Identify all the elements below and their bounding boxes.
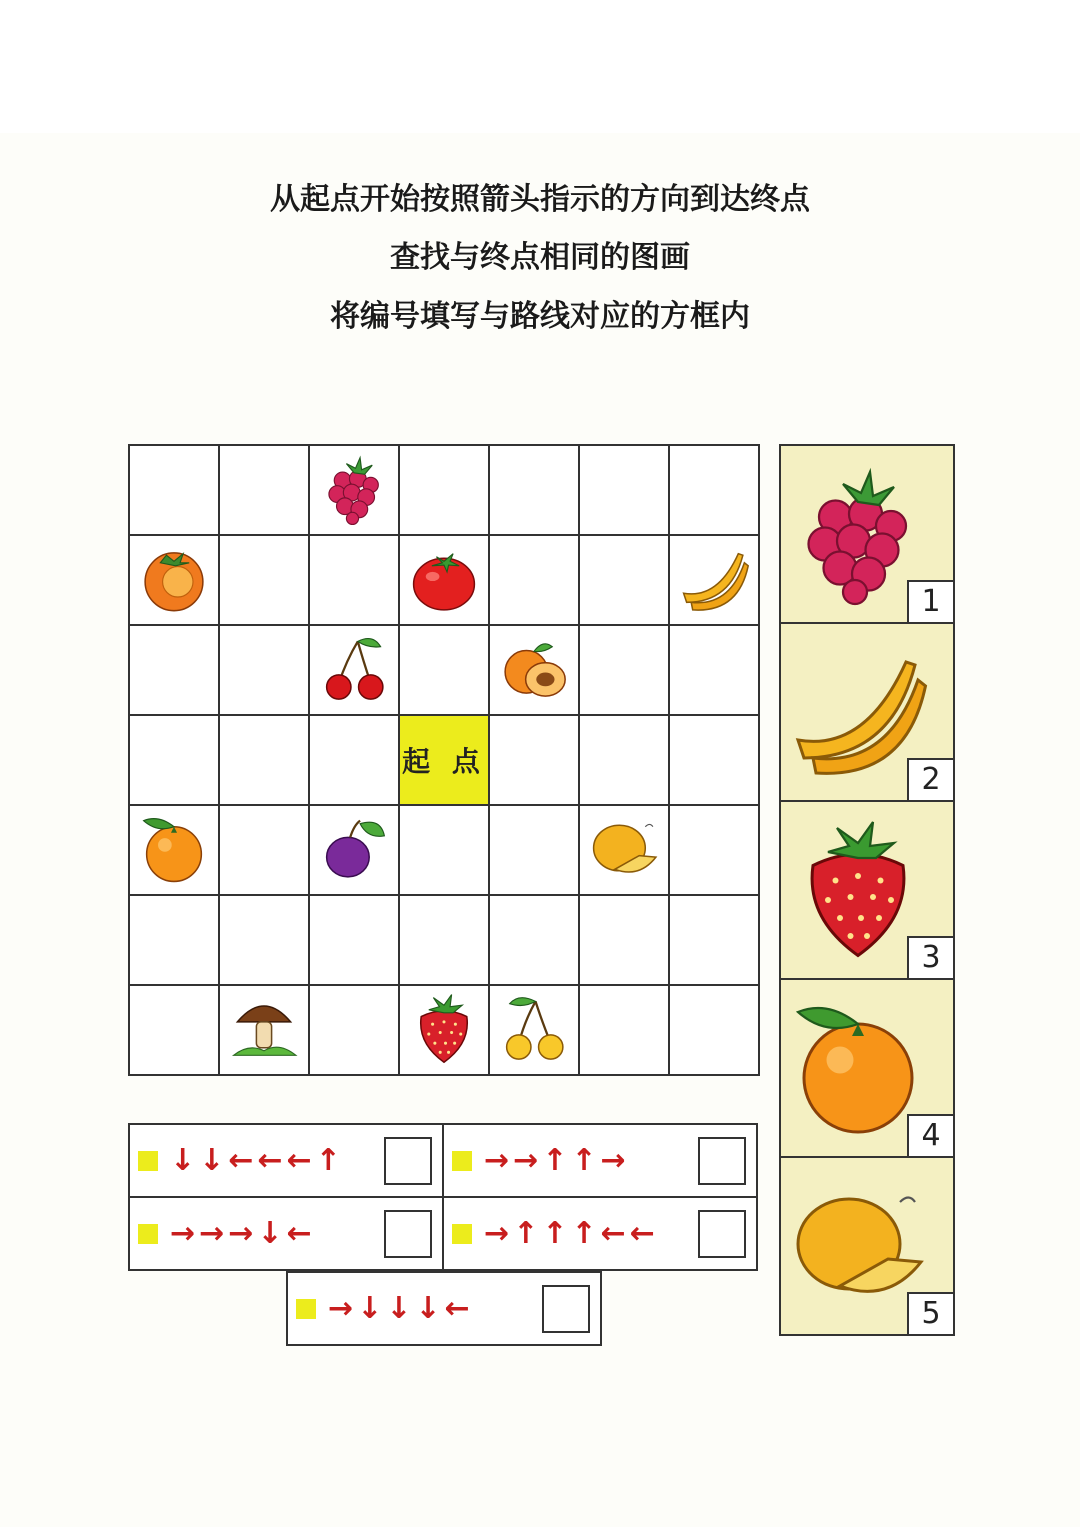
option-number: 5 xyxy=(907,1292,953,1334)
start-cell xyxy=(400,716,490,806)
route-row-2 xyxy=(442,1123,758,1198)
answer-box[interactable] xyxy=(542,1285,590,1333)
grid-cell xyxy=(490,536,580,626)
grid-cell xyxy=(580,716,670,806)
route-row-4 xyxy=(442,1196,758,1271)
grid-cell xyxy=(490,896,580,986)
route-row-5 xyxy=(286,1271,602,1346)
route-row-3 xyxy=(128,1196,444,1271)
grid-cell xyxy=(130,806,220,896)
grid-cell xyxy=(220,446,310,536)
grid-cell xyxy=(400,536,490,626)
route-arrows: →→↑↑→ xyxy=(484,1143,630,1178)
grid-cell xyxy=(670,806,760,896)
option-number: 2 xyxy=(907,758,953,800)
route-arrows: →→→↓← xyxy=(170,1216,316,1251)
grid-cell xyxy=(220,986,310,1076)
grid-cell xyxy=(220,716,310,806)
route-arrows: →↑↑↑←← xyxy=(484,1216,659,1251)
grid-cell xyxy=(310,536,400,626)
mushroom-icon xyxy=(226,990,302,1070)
grid-cell xyxy=(220,806,310,896)
grid-cell xyxy=(670,896,760,986)
instruction-line-3: 将编号填写与路线对应的方框内 xyxy=(330,299,750,334)
grid-cell xyxy=(130,536,220,626)
grid-cell xyxy=(130,986,220,1076)
start-label: 起 点 xyxy=(402,745,486,778)
yellow-cherries-icon xyxy=(496,990,572,1070)
grid-cell xyxy=(580,626,670,716)
route-arrows: ↓↓←←←↑ xyxy=(170,1143,345,1178)
answer-box[interactable] xyxy=(698,1137,746,1185)
grid-cell xyxy=(220,896,310,986)
instruction-line-2: 查找与终点相同的图画 xyxy=(390,240,690,275)
grid-cell xyxy=(130,896,220,986)
grid-cell xyxy=(130,626,220,716)
grid-cell xyxy=(670,716,760,806)
answer-box[interactable] xyxy=(698,1210,746,1258)
grid-cell xyxy=(490,986,580,1076)
route-arrows: →↓↓↓← xyxy=(328,1291,474,1326)
orange-icon xyxy=(136,810,212,890)
option-strawberry xyxy=(781,802,953,980)
option-raspberry xyxy=(781,446,953,624)
start-marker-icon xyxy=(452,1151,472,1171)
grid-cell xyxy=(490,626,580,716)
grid-cell xyxy=(580,986,670,1076)
instruction-line-1: 从起点开始按照箭头指示的方向到达终点 xyxy=(270,182,810,217)
apricot-icon xyxy=(496,630,572,710)
plum-icon xyxy=(316,810,392,890)
grid-cell xyxy=(130,716,220,806)
grid-cell xyxy=(490,446,580,536)
answer-options-panel xyxy=(779,444,955,1336)
banana-icon xyxy=(676,540,752,620)
grid-cell xyxy=(310,626,400,716)
grid-cell xyxy=(310,896,400,986)
start-marker-icon xyxy=(138,1151,158,1171)
route-row-1 xyxy=(128,1123,444,1198)
grid-cell xyxy=(130,446,220,536)
melon-icon xyxy=(586,810,662,890)
grid-cell xyxy=(670,986,760,1076)
grid-cell xyxy=(580,806,670,896)
option-melon xyxy=(781,1158,953,1336)
grid-cell xyxy=(490,806,580,896)
grid-cell xyxy=(580,896,670,986)
answer-box[interactable] xyxy=(384,1137,432,1185)
grid-cell xyxy=(310,986,400,1076)
grid-cell xyxy=(220,626,310,716)
option-number: 1 xyxy=(907,580,953,622)
persimmon-icon xyxy=(136,540,212,620)
strawberry-icon xyxy=(406,990,482,1070)
grid-cell xyxy=(400,446,490,536)
cherries-icon xyxy=(316,630,392,710)
grid-cell xyxy=(670,626,760,716)
answer-box[interactable] xyxy=(384,1210,432,1258)
option-orange xyxy=(781,980,953,1158)
start-marker-icon xyxy=(296,1299,316,1319)
grid-cell xyxy=(310,446,400,536)
option-number: 3 xyxy=(907,936,953,978)
option-banana xyxy=(781,624,953,802)
grid-cell xyxy=(490,716,580,806)
grid-cell xyxy=(400,896,490,986)
grid-cell xyxy=(400,806,490,896)
grid-cell xyxy=(670,446,760,536)
maze-grid xyxy=(128,444,760,1076)
grid-cell xyxy=(400,986,490,1076)
start-marker-icon xyxy=(138,1224,158,1244)
raspberry-icon xyxy=(316,450,392,530)
grid-cell xyxy=(580,536,670,626)
grid-cell xyxy=(220,536,310,626)
grid-cell xyxy=(670,536,760,626)
grid-cell xyxy=(310,716,400,806)
grid-cell xyxy=(310,806,400,896)
start-marker-icon xyxy=(452,1224,472,1244)
option-number: 4 xyxy=(907,1114,953,1156)
tomato-icon xyxy=(406,540,482,620)
grid-cell xyxy=(580,446,670,536)
grid-cell xyxy=(400,626,490,716)
